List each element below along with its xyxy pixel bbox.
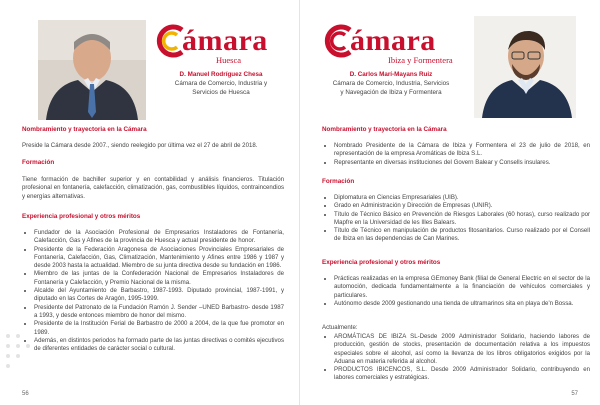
person-name: D. Carlos Marí-Mayans Ruiz bbox=[349, 71, 433, 78]
section-title-nombramiento: Nombramiento y trayectoria en la Cámara bbox=[22, 126, 147, 133]
nombramiento-list bbox=[322, 142, 590, 167]
formacion-list bbox=[322, 194, 590, 244]
page-number: 57 bbox=[571, 391, 578, 397]
decorative-dot-pattern bbox=[0, 330, 40, 400]
person-org-line: Cámara de Comercio, Industria, Servicios bbox=[332, 80, 450, 87]
experiencia-list bbox=[22, 229, 284, 353]
experiencia-list bbox=[322, 275, 590, 308]
formacion-text: Tiene formación de bachiller superior y en contabilidad y análisis financieros. Titulación profesional en fontanería, calefacción, climatización, gas, combustibles líquidos, contraincendios y energías alternativas. bbox=[22, 176, 284, 200]
section-title-formacion: Formación bbox=[22, 159, 55, 166]
camara-logo-word: ámara bbox=[350, 24, 436, 57]
person-name: D. Manuel Rodríguez Chesa bbox=[179, 71, 263, 78]
list-item: • Nombrado Presidente de la Cámara de Ibiza y Formentera el 23 de julio de 2018, en representación de la empresa Aromáticas de Ibiza S.L. bbox=[334, 142, 590, 159]
list-item: • Título de Técnico Básico en Prevención de Riesgos Laborales (60 horas), curso realizado por Mapfre en la Universidad de les Illes Balears. bbox=[334, 211, 590, 228]
person-org-line: Servicios de Huesca bbox=[192, 89, 250, 96]
list-item: • Presidente de la Institución Ferial de Barbastro de 2000 a 2004, de la que fue promotor en 1989. bbox=[34, 320, 284, 337]
person-org-line: Cámara de Comercio, Industria y bbox=[174, 80, 268, 87]
camara-logo-word: ámara bbox=[182, 24, 268, 57]
camara-ibiza-logo bbox=[324, 24, 464, 64]
list-item: • AROMÁTICAS DE IBIZA SL-Desde 2009 Administrador Solidario, haciendo labores de producción, gestión de stocks, presentación de documentación relativa a los impuestos especiales sobre el alcohol, así como la llevanza de los libros obligatorios exigidos por la Aduana en materia referida al alcohol. bbox=[334, 333, 590, 366]
actual-roles-list bbox=[322, 333, 590, 383]
person-caption bbox=[156, 70, 286, 97]
page-number: 56 bbox=[22, 391, 29, 397]
portrait-photo-manuel bbox=[38, 20, 146, 120]
right-page bbox=[300, 0, 600, 405]
camara-logo-subtitle: Huesca bbox=[216, 55, 242, 65]
list-item: • Fundador de la Asociación Profesional de Empresarios Instaladores de Fontanería, Calefacción, Gas y Afines de la provincia de Huesca y actual presidente de honor. bbox=[34, 229, 284, 246]
list-item: • Grado en Administración y Dirección de Empresas (UNIR). bbox=[334, 202, 590, 210]
list-item: • Alcalde del Ayuntamiento de Barbastro, 1987-1993. Diputado provincial, 1987-1991, y diputado en las Cortes de Aragón, 1995-1999. bbox=[34, 287, 284, 304]
list-item: • Autónomo desde 2009 gestionando una tienda de ultramarinos sita en playa de'n Bossa. bbox=[334, 300, 590, 308]
list-item: • PRODUCTOS IBICENCOS, S.L. Desde 2009 Administrador Solidario, contribuyendo en labores comerciales y estratégicas. bbox=[334, 366, 590, 383]
list-item: • Además, en distintos periodos ha formado parte de las juntas directivas o comités ejecutivos de diferentes entidades de carácter social o cultural. bbox=[34, 337, 284, 354]
section-title-experiencia: Experiencia profesional y otros méritos bbox=[322, 259, 441, 266]
list-item: • Presidente de la Federación Aragonesa de Asociaciones Provinciales Empresariales de Fontanería, Calefacción, Gas, Climatización, Mantenimiento y Afines entre 1986 y 1987 y desde 2003 hasta la actualidad. Miembro de su junta directiva desde su fundación en 1986. bbox=[34, 246, 284, 271]
portrait-photo-carlos bbox=[474, 16, 576, 118]
list-item: • Representante en diversas instituciones del Govern Balear y Consells insulares. bbox=[334, 159, 590, 167]
person-org-line: y Navegación de Ibiza y Formentera bbox=[340, 89, 442, 96]
section-title-nombramiento: Nombramiento y trayectoria en la Cámara bbox=[322, 126, 447, 133]
list-item: • Miembro de las juntas de la Confederación Nacional de Empresarios Instaladores de Fontanería y Calefacción, y Premio Nacional de la misma. bbox=[34, 270, 284, 287]
list-item: • Presidente del Patronato de la Fundación Ramón J. Sender –UNED Barbastro- desde 1987 a 1993, y desde entonces miembro de honor del mismo. bbox=[34, 304, 284, 321]
person-caption bbox=[316, 70, 466, 97]
list-item: • Diplomatura en Ciencias Empresariales (UIB). bbox=[334, 194, 590, 202]
list-item: • Prácticas realizadas en la empresa GEmoney Bank (filial de General Electric en el sector de la automoción, dedicada fundamentalmente a la financiación de vehículos comerciales y particulares. bbox=[334, 275, 590, 300]
section-title-experiencia: Experiencia profesional y otros méritos bbox=[22, 213, 141, 220]
camara-logo-subtitle: Ibiza y Formentera bbox=[388, 55, 453, 65]
list-item: • Título de Técnico en manipulación de productos fitosanitarios. Curso realizado por el Consell de Ibiza en las dependencias de Can Marines. bbox=[334, 227, 590, 244]
nombramiento-text: Preside la Cámara desde 2007., siendo reelegido por última vez el 27 de abril de 2018. bbox=[22, 142, 258, 149]
camara-huesca-logo bbox=[156, 24, 286, 64]
section-title-formacion: Formación bbox=[322, 178, 355, 185]
actualmente-label: Actualmente: bbox=[322, 324, 358, 331]
